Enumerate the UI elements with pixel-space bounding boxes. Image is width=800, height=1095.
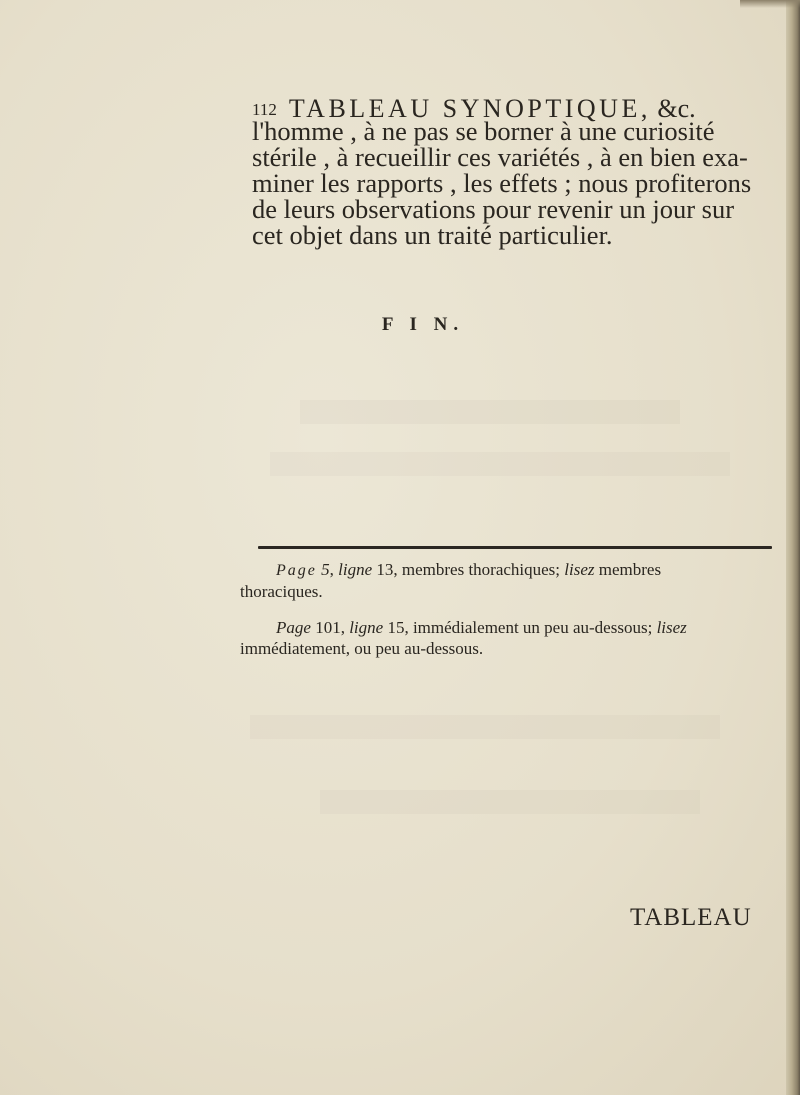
errata-correction-cont: immédiatement, ou peu au-dessous. [240,639,484,658]
errata-page-number: 101 [315,618,341,637]
show-through [270,452,730,476]
errata-rule [258,546,772,549]
errata-wrong-text: immédialement un peu au-dessous; [412,618,653,637]
errata-page-label: Page [276,618,311,637]
body-paragraph [252,118,772,248]
show-through [300,400,680,424]
fin-heading: F I N. [381,314,465,335]
errata-list [240,559,778,674]
page-number: 112 [252,100,277,119]
body-line: l'homme , à ne pas se borner à une curiosité [252,116,715,146]
errata-page-label: Page [276,562,317,579]
errata-wrong-text: membres thorachiques; [401,560,561,579]
errata-correction: membres [598,560,662,579]
catchword: TABLEAU [630,904,752,931]
errata-correction-cont: thoraciques. [240,582,323,601]
page-corner-shadow [740,0,800,8]
show-through [320,790,700,814]
errata-line-label: ligne [338,560,373,579]
errata-line-number: 15 [387,618,405,637]
body-line: cet objet dans un traité particulier. [252,220,613,250]
running-head-etc: &c. [657,94,696,123]
errata-lisez: lisez [656,618,687,637]
running-head-title: TABLEAU SYNOPTIQUE, [288,94,651,123]
body-line: stérile , à recueillir ces variétés , à en bien exa- [252,142,748,172]
errata-line: Page 5, ligne 13, membres thorachiques; lisez membres [276,560,662,579]
body-line: de leurs observations pour revenir un jour sur [252,194,735,224]
errata-entry [240,617,778,659]
errata-lisez: lisez [564,560,595,579]
errata-line-number: 13 [376,560,394,579]
errata-page-number: 5 [321,560,330,579]
body-line: miner les rapports , les effets ; nous profiterons [252,168,752,198]
errata-line-label: ligne [349,618,384,637]
show-through [250,715,720,739]
errata-entry [240,559,778,602]
errata-line: Page 101, ligne 15, immédialement un peu au-dessous; lisez [276,618,687,637]
page-edge-shadow [786,0,800,1095]
